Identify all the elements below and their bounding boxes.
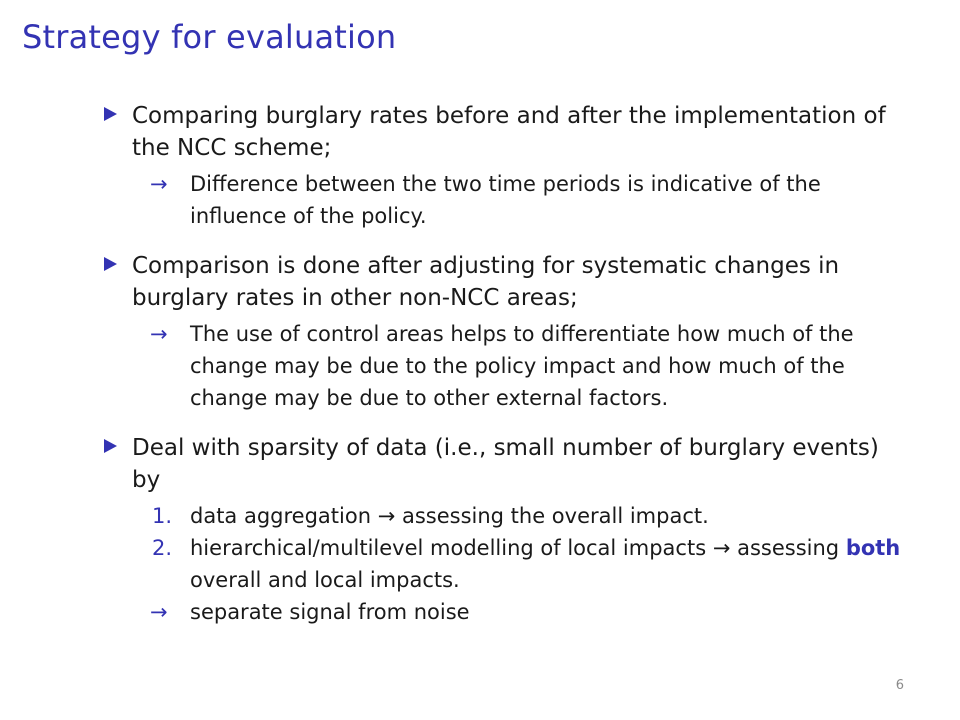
sub-bullet xyxy=(132,596,904,628)
sub-bullet xyxy=(132,168,904,232)
sub-bullet-text: The use of control areas helps to differentiate how much of the change may be due to the policy impact and how much of the change may be due to other external factors. xyxy=(190,322,854,410)
numbered-item-1 xyxy=(132,500,904,532)
bullet-text: Deal with sparsity of data (i.e., small number of burglary events) by xyxy=(132,435,879,493)
bullet-text: Comparison is done after adjusting for systematic changes in burglary rates in other non-NCC areas; xyxy=(132,253,840,311)
right-arrow-icon: → xyxy=(150,600,168,624)
bullet-text: Comparing burglary rates before and after the implementation of the NCC scheme; xyxy=(132,103,886,161)
numbered-item-text-after: overall and local impacts. xyxy=(190,568,460,592)
numbered-item-text-before: hierarchical/multilevel modelling of local impacts → assessing xyxy=(190,536,840,560)
right-arrow-icon: → xyxy=(150,172,168,196)
numbered-item-2 xyxy=(132,532,904,596)
page-number: 6 xyxy=(895,678,904,693)
emphasis-both: both xyxy=(845,536,901,560)
slide-title: Strategy for evaluation xyxy=(22,18,397,56)
slide-content xyxy=(104,100,904,646)
item-number: 1. xyxy=(152,504,173,528)
sub-bullet xyxy=(132,318,904,414)
triangle-bullet-icon xyxy=(104,107,117,121)
bullet-adjusting-changes xyxy=(104,250,904,414)
bullet-data-sparsity xyxy=(104,432,904,628)
right-arrow-icon: → xyxy=(150,322,168,346)
triangle-bullet-icon xyxy=(104,439,117,453)
triangle-bullet-icon xyxy=(104,257,117,271)
numbered-item-text: data aggregation → assessing the overall impact. xyxy=(190,504,709,528)
bullet-comparing-rates xyxy=(104,100,904,232)
sub-bullet-text: Difference between the two time periods is indicative of the influence of the policy. xyxy=(190,172,821,228)
sub-bullet-text: separate signal from noise xyxy=(190,600,470,624)
item-number: 2. xyxy=(152,536,173,560)
